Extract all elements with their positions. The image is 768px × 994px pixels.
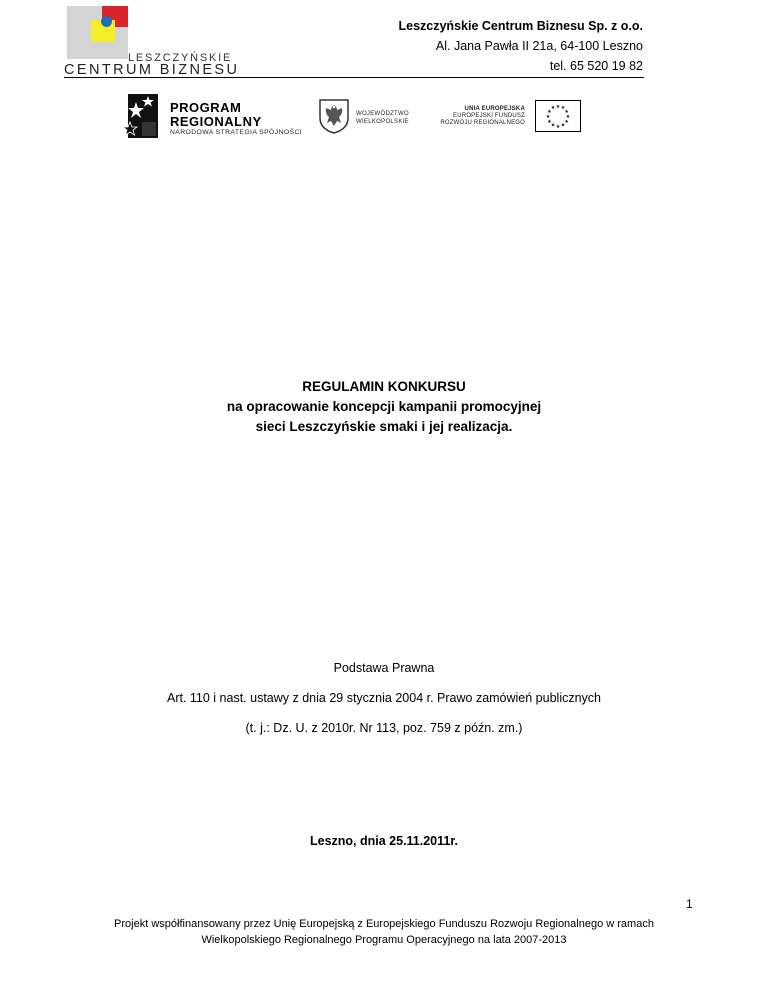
document-subtitle-line2: sieci Leszczyńskie smaki i jej realizacja. [255, 419, 513, 434]
logo-text-line2: CENTRUM BIZNESU [64, 62, 240, 78]
legal-basis-line1: Art. 110 i nast. ustawy z dnia 29 stycznia 2004 r. Prawo zamówień publicznych [166, 691, 601, 705]
eu-star-icon: ★ [545, 113, 551, 120]
eu-star-icon: ★ [550, 105, 556, 112]
eu-stars-icon [536, 101, 580, 131]
eu-star-icon: ★ [565, 113, 571, 120]
footer-line2: Wielkopolskiego Regionalnego Programu Operacyjnego na lata 2007-2013 [201, 934, 567, 946]
logo-blue-dot [101, 16, 112, 27]
eu-star-icon: ★ [547, 108, 552, 115]
program-regionalny-line2: REGIONALNY [170, 114, 262, 129]
eu-flag [535, 100, 581, 132]
document-date: Leszno, dnia 25.11.2011r. [309, 834, 458, 848]
unia-europejska-logo [436, 100, 581, 134]
eu-star-icon: ★ [547, 118, 552, 125]
eu-star-icon: ★ [560, 122, 566, 129]
eu-star-icon: ★ [564, 108, 569, 115]
eu-star-icon: ★ [560, 105, 566, 112]
wojewodztwo-wielkopolskie-logo [318, 98, 418, 134]
eagle-coat-of-arms-icon [318, 98, 350, 134]
program-regionalny-line1: PROGRAM [170, 100, 242, 115]
document-title: REGULAMIN KONKURSU [302, 379, 466, 394]
company-phone: tel. 65 520 19 82 [549, 59, 643, 73]
logo-text-line1: LESZCZYŃSKIE [128, 52, 233, 64]
legal-basis-line2: (t. j.: Dz. U. z 2010r. Nr 113, poz. 759 z późn. zm.) [245, 721, 523, 735]
eu-star-icon: ★ [555, 123, 561, 130]
ue-line3: ROZWOJU REGIONALNEGO [440, 120, 525, 126]
footer-line1: Projekt współfinansowany przez Unię Europejską z Europejskiego Funduszu Rozwoju Regionalnego w ramach [114, 918, 654, 930]
company-name: Leszczyńskie Centrum Biznesu Sp. z o.o. [398, 19, 643, 33]
eu-star-icon: ★ [550, 122, 556, 129]
leszczynskie-centrum-biznesu-logo [64, 4, 240, 78]
wojewodztwo-line2: WIELKOPOLSKIE [356, 119, 409, 125]
wojewodztwo-line1: WOJEWÓDZTWO [356, 111, 409, 117]
company-address: Al. Jana Pawła II 21a, 64-100 Leszno [435, 39, 643, 53]
program-regionalny-emblem-icon [122, 92, 166, 142]
program-regionalny-logo [122, 92, 303, 144]
eu-star-icon: ★ [564, 118, 569, 125]
page-number: 1 [686, 897, 693, 911]
document-subtitle-line1: na opracowanie koncepcji kampanii promocyjnej [226, 399, 542, 414]
header-divider [64, 77, 644, 78]
ue-line1: UNIA EUROPEJSKA [464, 106, 525, 112]
legal-basis-heading: Podstawa Prawna [333, 661, 435, 675]
ue-line2: EUROPEJSKI FUNDUSZ [453, 113, 525, 119]
eu-star-icon: ★ [555, 103, 561, 110]
program-regionalny-line3: NARODOWA STRATEGIA SPÓJNOŚCI [170, 129, 303, 136]
